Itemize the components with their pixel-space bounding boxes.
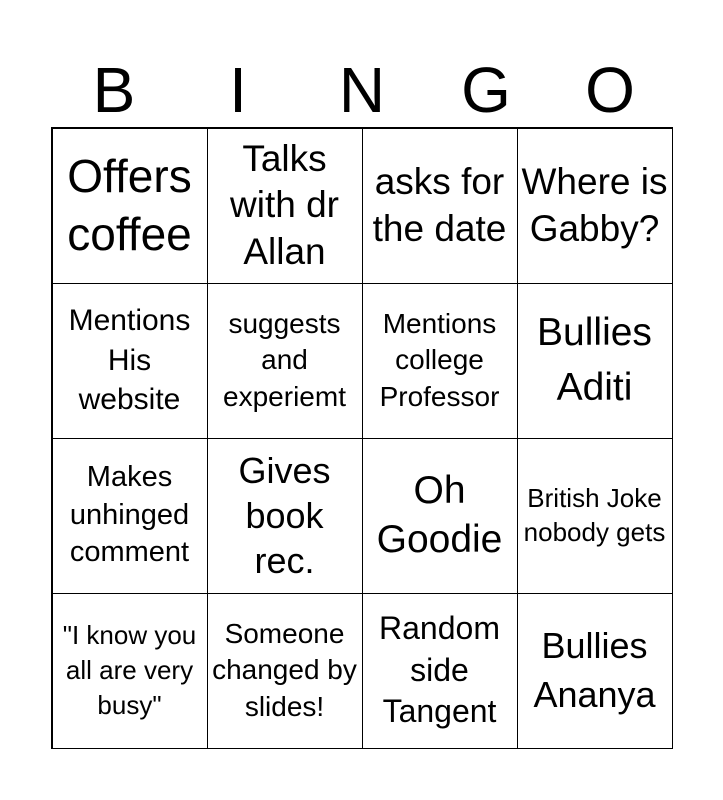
bingo-cell[interactable] [52,593,208,749]
bingo-cell[interactable] [52,128,208,284]
header-letter-g: G [461,54,511,126]
header-letter-o: O [585,54,635,126]
bingo-cell[interactable] [517,438,673,594]
cell-text: Where is Gabby? [521,161,668,249]
header-letter-n: N [338,54,386,126]
bingo-cell[interactable] [207,128,363,284]
bingo-cell[interactable] [362,438,518,594]
bingo-cell[interactable] [362,283,518,439]
cell-text: Bullies Aditi [537,310,652,409]
cell-text: Random side Tangent [379,610,500,730]
cell-text: Someone changed by slides! [212,617,357,722]
cell-text: suggests and experiemt [223,307,346,412]
bingo-cell[interactable] [207,593,363,749]
bingo-cell[interactable] [207,283,363,439]
bingo-header [52,52,672,128]
bingo-cell[interactable] [517,283,673,439]
cell-text: Makes unhinged comment [69,460,190,569]
bingo-cell[interactable] [517,593,673,749]
bingo-cell[interactable] [52,283,208,439]
bingo-cell[interactable] [207,438,363,594]
cell-text: British Joke nobody gets [523,482,666,547]
cell-text: "I know you all are very busy" [62,619,197,721]
header-letter-b: B [92,54,136,126]
cell-text: Talks with dr Allan [230,138,339,272]
cell-text: asks for the date [372,161,507,249]
bingo-cell[interactable] [517,128,673,284]
cell-text: Offers coffee [67,150,192,260]
cell-text: Mentions His website [68,303,191,417]
bingo-cell[interactable] [362,593,518,749]
cell-text: Gives book rec. [238,450,331,581]
cell-text: Mentions college Professor [379,307,500,412]
bingo-cell[interactable] [362,128,518,284]
cell-text: Oh Goodie [376,468,503,561]
header-letter-i: I [229,54,247,126]
cell-text: Bullies Ananya [533,624,656,715]
bingo-board [51,127,673,749]
bingo-cell[interactable] [52,438,208,594]
